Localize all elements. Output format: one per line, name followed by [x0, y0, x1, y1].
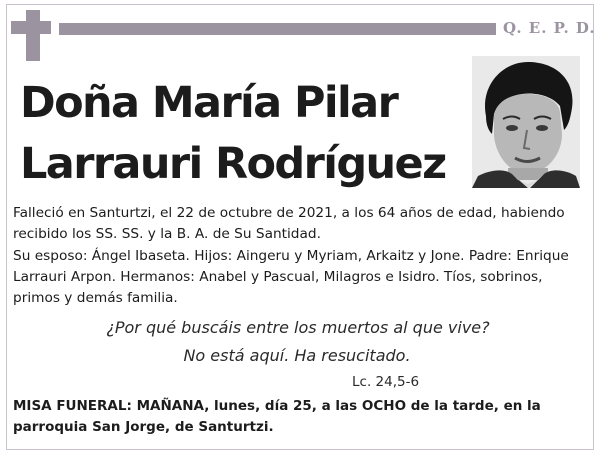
bible-quote-line1: ¿Por qué buscáis entre los muertos al que vive?: [106, 318, 490, 337]
header-bar: [59, 23, 496, 35]
cross-icon: [26, 10, 40, 61]
bible-citation: Lc. 24,5-6: [352, 374, 420, 390]
deceased-name-line2: Larrauri Rodríguez: [20, 139, 446, 189]
qepd-label: Q. E. P. D.: [503, 19, 596, 37]
deceased-name-line1: Doña María Pilar: [20, 78, 398, 128]
bible-quote-line2: No está aquí. Ha resucitado.: [183, 346, 411, 365]
cross-icon-arm: [11, 21, 51, 34]
portrait-photo-icon: [472, 56, 580, 188]
funeral-mass-notice: MISA FUNERAL: MAÑANA, lunes, día 25, a las OCHO de la tarde, en la parroquia San Jorge, de Santurtzi.: [13, 398, 541, 435]
family-paragraph: Su esposo: Ángel Ibaseta. Hijos: Aingeru y Myriam, Arkaitz y Jone. Padre: Enrique Larrauri Arpon. Hermanos: Anabel y Pascual, Milagros e Isidro. Tíos, sobrinos, primos y demás familia.: [13, 248, 569, 306]
death-notice-paragraph: Falleció en Santurtzi, el 22 de octubre de 2021, a los 64 años de edad, habiendo recibido los SS. SS. y la B. A. de Su Santidad.: [13, 205, 565, 242]
portrait-photo: [472, 56, 580, 188]
